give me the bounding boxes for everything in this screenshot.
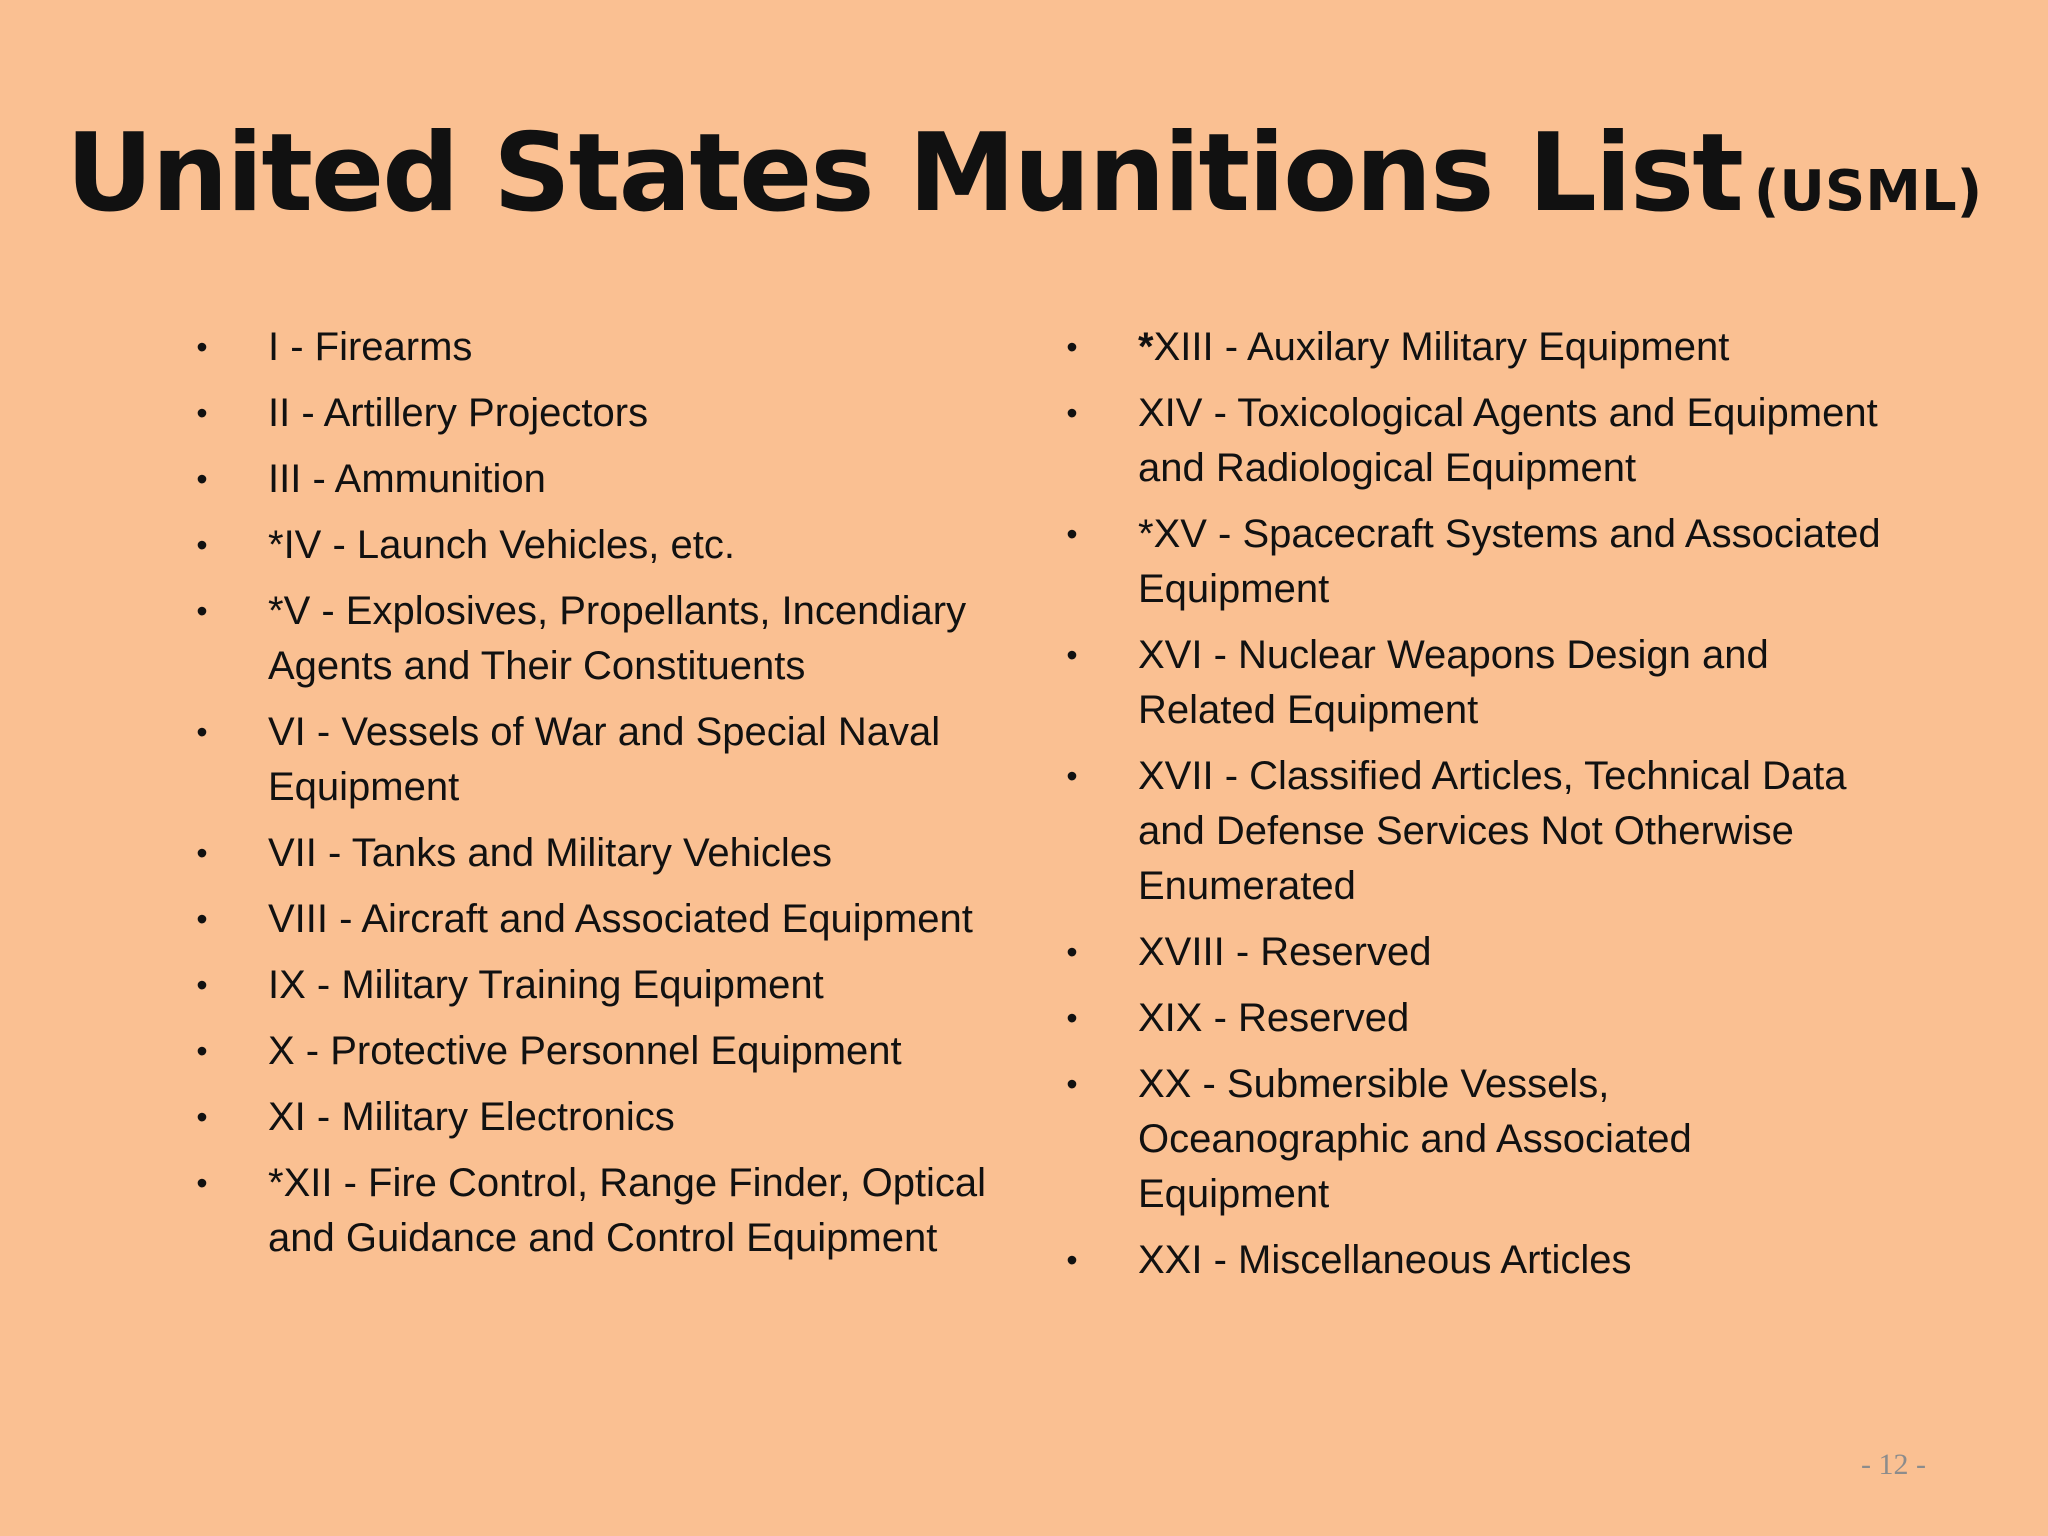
list-item: [1060, 991, 1890, 1046]
list-item-text: XIV - Toxicological Agents and Equipment and Radiological Equipment: [1138, 391, 1878, 490]
bullet-icon: •: [196, 527, 208, 563]
bullet-icon: •: [196, 1033, 208, 1069]
list-item: [190, 958, 1020, 1013]
list-item-text: XIX - Reserved: [1138, 996, 1410, 1040]
list-item-text: XVI - Nuclear Weapons Design and Related Equipment: [1138, 633, 1769, 732]
bullet-icon: •: [1066, 934, 1078, 970]
list-item: [1060, 749, 1890, 914]
slide-title: [0, 111, 2048, 236]
list-item-text: VIII - Aircraft and Associated Equipment: [268, 897, 973, 941]
bullet-icon: •: [1066, 1066, 1078, 1102]
list-item: [190, 892, 1020, 947]
list-item-text: IX - Military Training Equipment: [268, 963, 824, 1007]
left-column-list: [190, 320, 1020, 1277]
list-item-text: *V - Explosives, Propellants, Incendiary Agents and Their Constituents: [268, 589, 967, 688]
list-item-text: *XV - Spacecraft Systems and Associated Equipment: [1138, 512, 1881, 611]
bullet-icon: •: [196, 901, 208, 937]
list-item: [1060, 386, 1890, 496]
bullet-icon: •: [1066, 329, 1078, 365]
right-column-list: [1060, 320, 1890, 1299]
list-item-text: II - Artillery Projectors: [268, 391, 649, 435]
list-item-text: XVII - Classified Articles, Technical Data and Defense Services Not Otherwise Enumerated: [1138, 754, 1847, 908]
bullet-icon: •: [1066, 516, 1078, 552]
list-item: [190, 1090, 1020, 1145]
list-item: [190, 1024, 1020, 1079]
list-item-text: XI - Military Electronics: [268, 1095, 675, 1139]
bullet-icon: •: [1066, 1000, 1078, 1036]
list-item: [1060, 1057, 1890, 1222]
bullet-icon: •: [1066, 758, 1078, 794]
bullet-icon: •: [1066, 395, 1078, 431]
list-item-text: *XII - Fire Control, Range Finder, Optical and Guidance and Control Equipment: [268, 1161, 987, 1260]
title-suffix: (USML): [1753, 159, 1983, 224]
list-item: [1060, 507, 1890, 617]
list-item-text: XIII - Auxilary Military Equipment: [1153, 325, 1730, 369]
list-item-text: X - Protective Personnel Equipment: [268, 1029, 902, 1073]
list-item: [1060, 320, 1890, 375]
bullet-icon: •: [1066, 1242, 1078, 1278]
bullet-icon: •: [1066, 637, 1078, 673]
list-item: [1060, 925, 1890, 980]
list-item: [190, 320, 1020, 375]
bullet-icon: •: [196, 593, 208, 629]
bullet-icon: •: [196, 395, 208, 431]
bullet-icon: •: [196, 461, 208, 497]
list-item-text: VI - Vessels of War and Special Naval Equipment: [268, 710, 941, 809]
bullet-icon: •: [196, 1165, 208, 1201]
list-item: [190, 705, 1020, 815]
list-item-text: XX - Submersible Vessels, Oceanographic and Associated Equipment: [1138, 1062, 1692, 1216]
list-item: [190, 584, 1020, 694]
list-item-text: III - Ammunition: [268, 457, 546, 501]
list-item-text: *IV - Launch Vehicles, etc.: [268, 523, 735, 567]
list-item: [190, 452, 1020, 507]
list-item: [190, 826, 1020, 881]
bullet-icon: •: [196, 835, 208, 871]
list-item: [1060, 1233, 1890, 1288]
list-item: [1060, 628, 1890, 738]
list-item-text: VII - Tanks and Military Vehicles: [268, 831, 832, 875]
bullet-icon: •: [196, 714, 208, 750]
bullet-icon: •: [196, 1099, 208, 1135]
title-main: United States Munitions List: [65, 111, 1742, 236]
bullet-icon: •: [196, 967, 208, 1003]
list-item-text: XVIII - Reserved: [1138, 930, 1432, 974]
list-item: [190, 386, 1020, 441]
page-number: - 12 -: [1861, 1448, 1926, 1481]
list-item-text: XXI - Miscellaneous Articles: [1138, 1238, 1632, 1282]
bullet-icon: •: [196, 329, 208, 365]
asterisk-marker: *: [1138, 325, 1154, 369]
list-item: [190, 518, 1020, 573]
list-item: [190, 1156, 1020, 1266]
list-item-text: I - Firearms: [268, 325, 473, 369]
